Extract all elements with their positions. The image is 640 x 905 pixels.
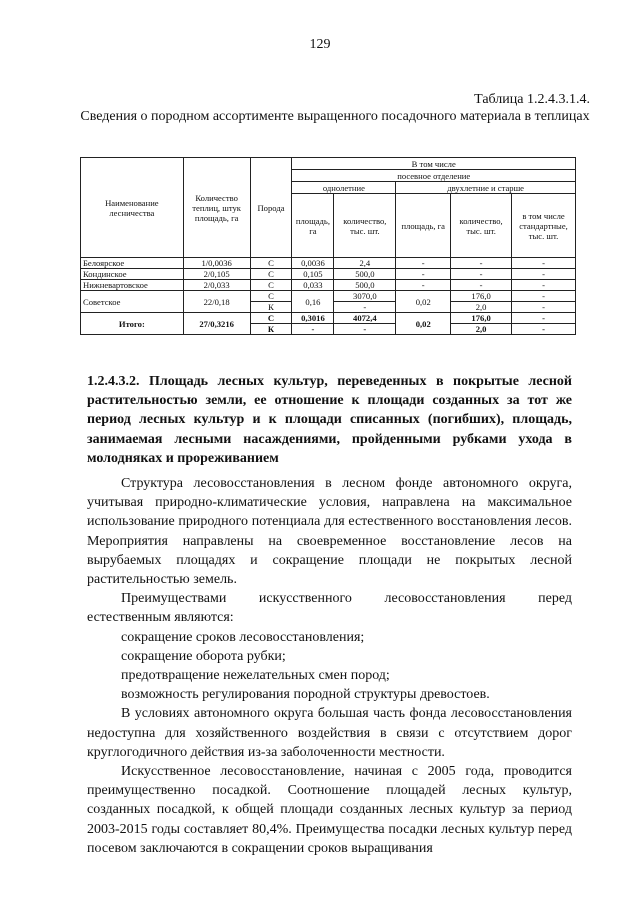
header-name: Наименование лесничества [81, 158, 184, 258]
cell: С [250, 280, 292, 291]
cell: - [512, 258, 576, 269]
cell: - [451, 280, 512, 291]
cell: К [250, 302, 292, 313]
cell: Итого: [81, 313, 184, 335]
body-text [87, 474, 572, 858]
table-row [81, 313, 576, 324]
cell: 176,0 [451, 291, 512, 302]
cell: 2,0 [451, 302, 512, 313]
header-area2: площадь, га [396, 194, 451, 258]
cell: - [512, 324, 576, 335]
cell: Белоярское [81, 258, 184, 269]
cell: - [396, 280, 451, 291]
word: Преимуществами [121, 591, 227, 607]
cell: - [512, 291, 576, 302]
cell: 2/0,105 [183, 269, 250, 280]
cell: 0,105 [292, 269, 334, 280]
cell: 1/0,0036 [183, 258, 250, 269]
header-in-total: В том числе [292, 158, 576, 170]
cell: - [512, 302, 576, 313]
table-row [81, 269, 576, 280]
header-count: Количество теплиц, штук площадь, га [183, 158, 250, 258]
header-qty: количество, тыс. шт. [334, 194, 396, 258]
cell: К [250, 324, 292, 335]
header-one-year: однолетние [292, 182, 396, 194]
cell: - [512, 313, 576, 324]
cell: 0,0036 [292, 258, 334, 269]
header-qty2: количество, тыс. шт. [451, 194, 512, 258]
cell: 0,16 [292, 291, 334, 313]
cell: 4072,4 [334, 313, 396, 324]
seedling-table [80, 157, 576, 335]
cell: 500,0 [334, 280, 396, 291]
cell: С [250, 269, 292, 280]
cell: 27/0,3216 [183, 313, 250, 335]
cell: - [512, 280, 576, 291]
cell: 2,4 [334, 258, 396, 269]
cell: 2,0 [451, 324, 512, 335]
paragraph: В условиях автономного округа большая часть фонда лесовосстановления недоступна для хозяйственного воздействия в связи с отсутствием дорог круглогодичного действия из-за заболоченности местности. [87, 706, 572, 760]
cell: 500,0 [334, 269, 396, 280]
cell: 2/0,033 [183, 280, 250, 291]
table-number: Таблица 1.2.4.3.1.4. [474, 92, 590, 107]
cell: - [396, 258, 451, 269]
cell: 0,033 [292, 280, 334, 291]
header-breed: Порода [250, 158, 292, 258]
cell: - [334, 302, 396, 313]
header-sowing: посевное отделение [292, 170, 576, 182]
list-item: предотвращение нежелательных смен пород; [121, 668, 390, 684]
cell: 176,0 [451, 313, 512, 324]
paragraph-spread-line [87, 589, 572, 608]
word: перед [538, 591, 572, 607]
list-item: возможность регулирования породной структуры древостоев. [121, 687, 490, 703]
cell: - [334, 324, 396, 335]
page-number: 129 [309, 37, 331, 52]
cell: 0,02 [396, 313, 451, 335]
cell: С [250, 258, 292, 269]
word: искусственного [258, 591, 352, 607]
table-title: Сведения о породном ассортименте выращенного посадочного материала в теплицах [80, 109, 590, 124]
cell: С [250, 313, 292, 324]
cell: 3070,0 [334, 291, 396, 302]
cell: 0,3016 [292, 313, 334, 324]
table-row [81, 280, 576, 291]
cell: - [512, 269, 576, 280]
header-standard: в том числе стандартные, тыс. шт. [512, 194, 576, 258]
header-two-year: двухлетние и старше [396, 182, 576, 194]
cell: Кондинское [81, 269, 184, 280]
header-area: площадь, га [292, 194, 334, 258]
list-item: сокращение сроков лесовосстановления; [121, 629, 365, 645]
cell: - [396, 269, 451, 280]
list-item: сокращение оборота рубки; [121, 648, 286, 664]
paragraph: естественным являются: [87, 610, 234, 626]
cell: 22/0,18 [183, 291, 250, 313]
paragraph: Структура лесовосстановления в лесном фонде автономного округа, учитывая природно-климатические условия, направлена на максимальное использование природного потенциала для естественного восстановления лесов. Мероприятия направлены на своевременное восстановление лесов на вырубаемых площадях и сокращение площади не покрытых лесной растительностью земель. [87, 476, 572, 588]
table-row [81, 291, 576, 302]
table-row [81, 258, 576, 269]
paragraph: Искусственное лесовосстановление, начиная с 2005 года, проводится преимущественно посадкой. Соотношение площадей лесных культур, созданных посадкой, к общей площади созданных лесных культур за период 2003-2015 годы составляет 80,4%. Преимущества посадки лесных культур перед посевом заключаются в сокращении сроков выращивания [87, 764, 572, 856]
cell: 0,02 [396, 291, 451, 313]
cell: - [451, 258, 512, 269]
section-heading: 1.2.4.3.2. Площадь лесных культур, переведенных в покрытые лесной растительностью земли, ее отношение к площади созданных за тот же период лесных культур и к площади списанных (погибших), площадь, занимаемая лесными насаждениями, пройденными рубками ухода в молодняках и прореживанием [87, 374, 572, 466]
cell: Нижневартовское [81, 280, 184, 291]
cell: - [292, 324, 334, 335]
cell: - [451, 269, 512, 280]
cell: С [250, 291, 292, 302]
word: лесовосстановления [384, 591, 506, 607]
cell: Советское [81, 291, 184, 313]
